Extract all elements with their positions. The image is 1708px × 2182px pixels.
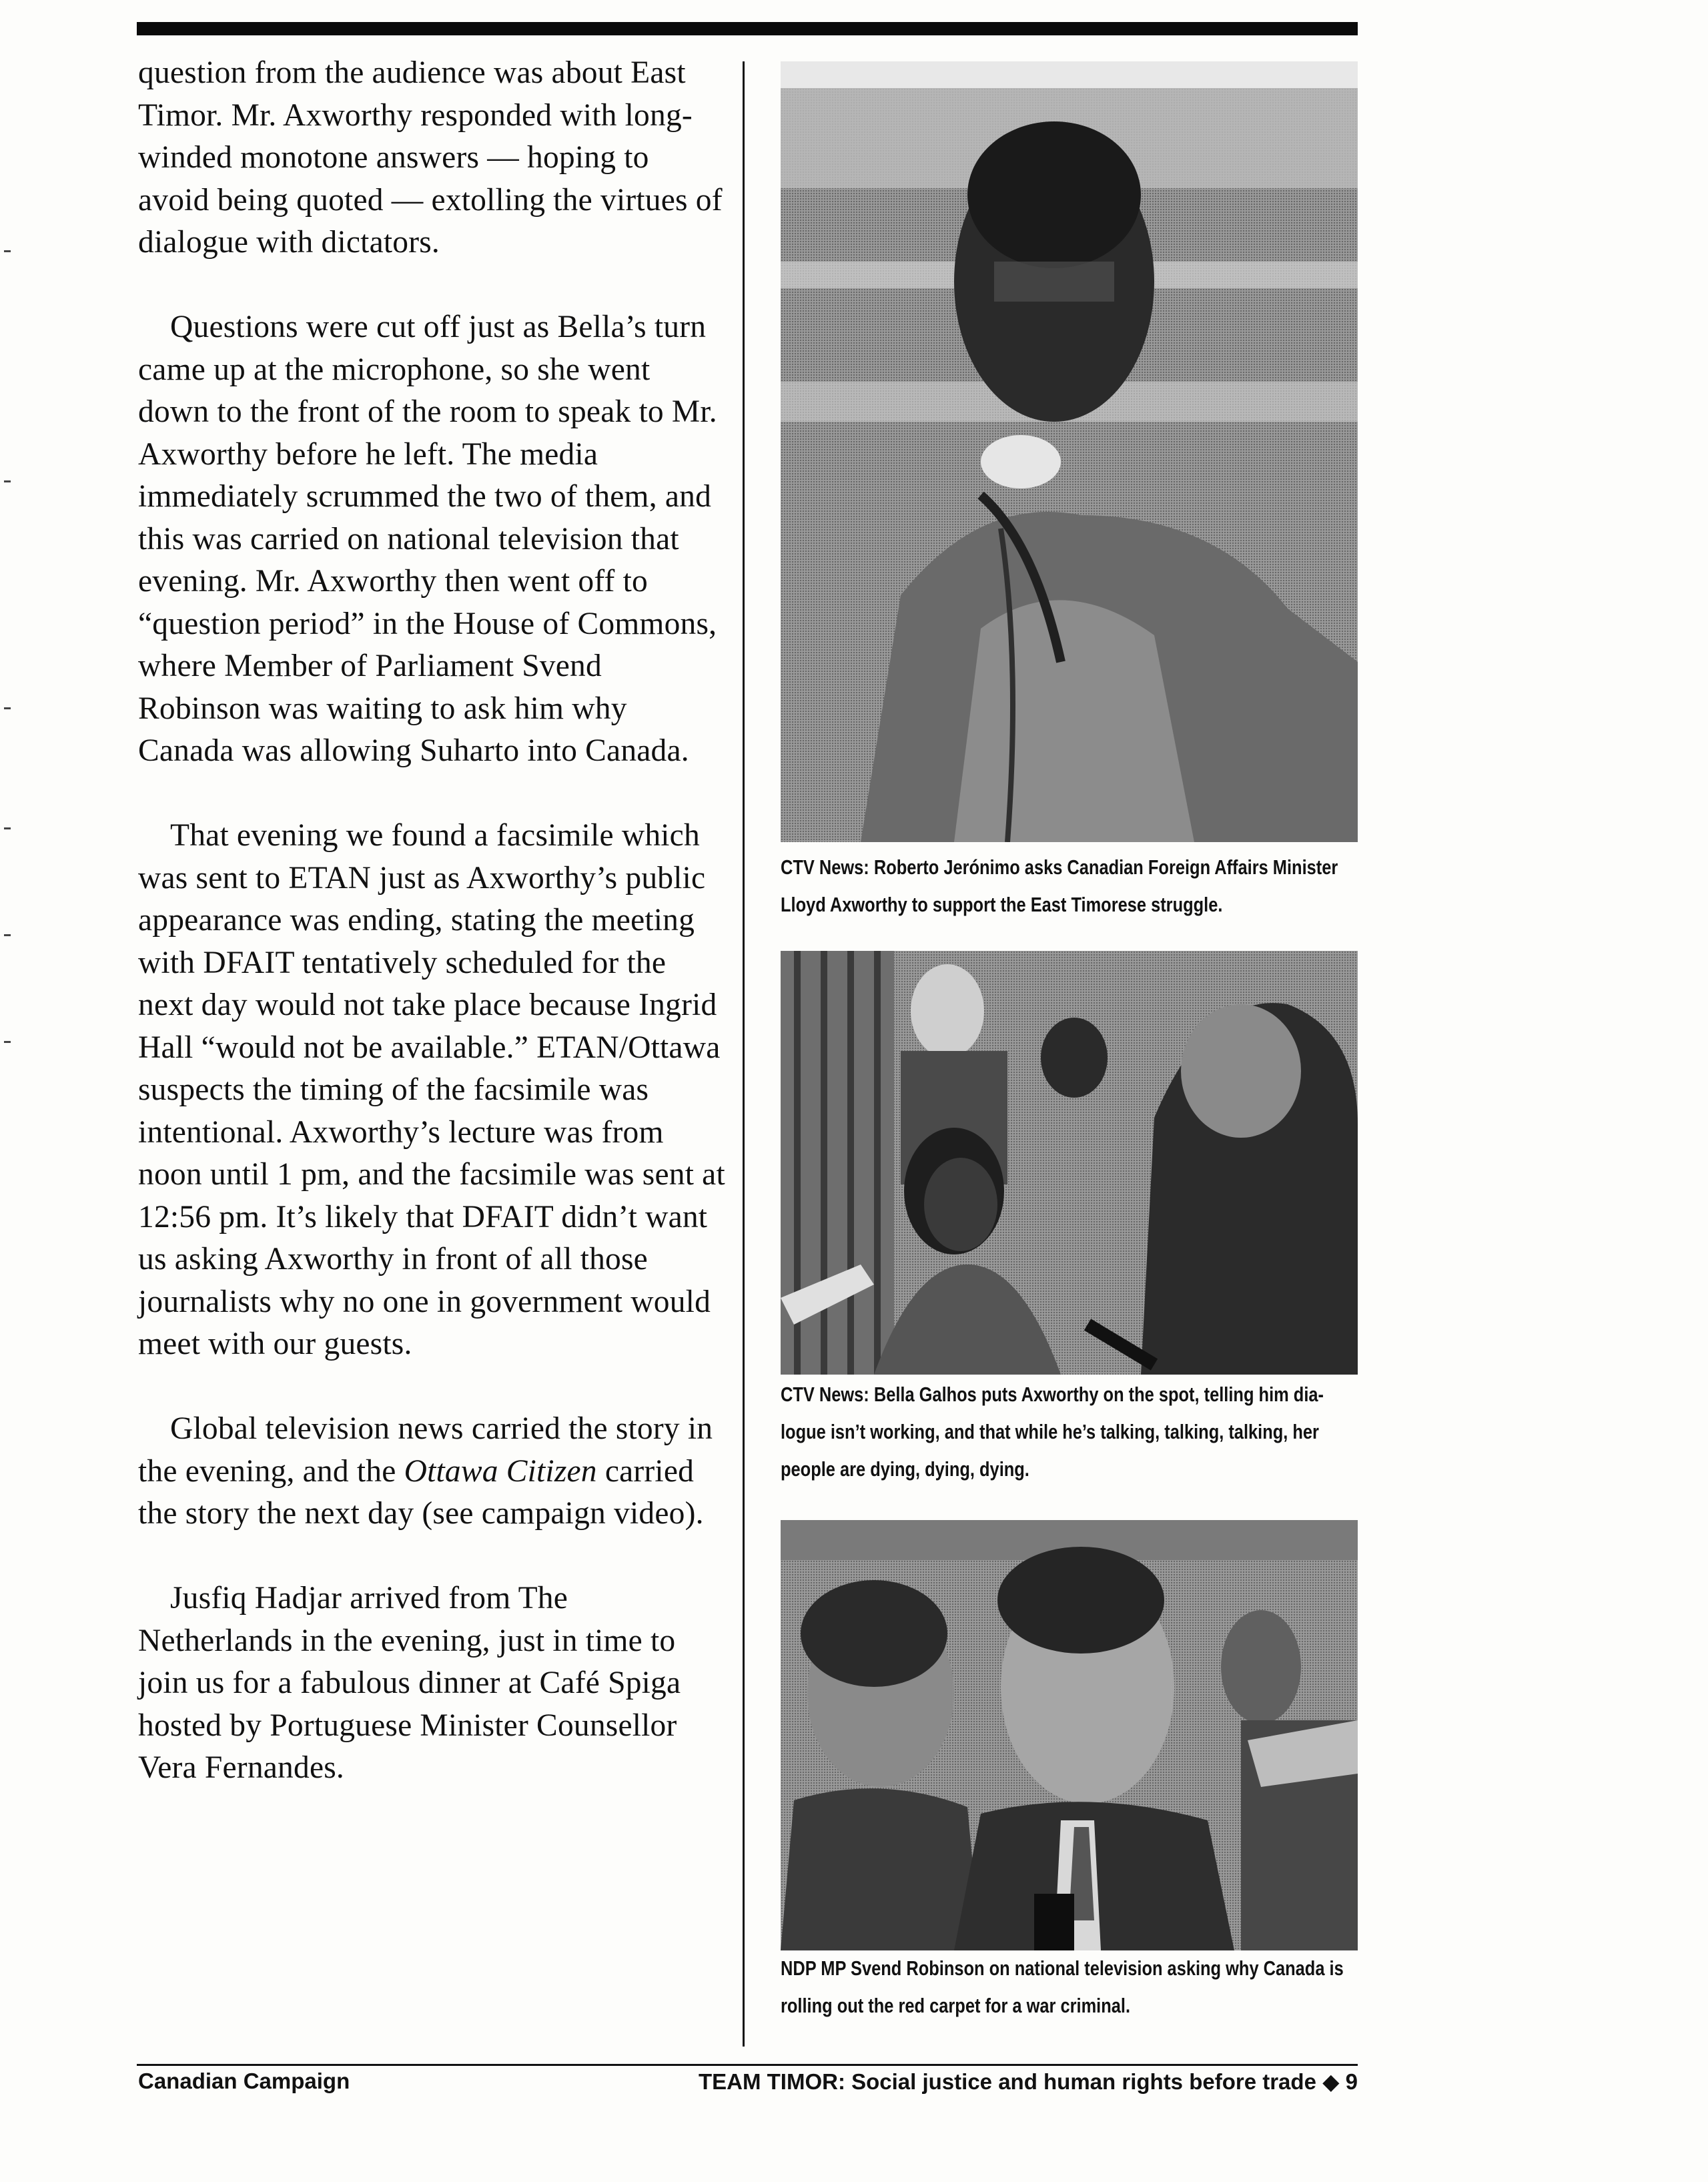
paragraph-1: question from the audience was about East Timor. Mr. Axworthy responded with long-winded monotone answers — hoping to avoid being quoted — extolling the virtues of dialogue with dictators. xyxy=(138,55,723,260)
caption-3: NDP MP Svend Robinson on national television asking why Canada is rolling out the red carpet for a war criminal. xyxy=(781,1956,1344,2017)
footer-section-title: Canadian Campaign xyxy=(138,2069,350,2093)
paragraph-4 xyxy=(138,1408,725,1535)
footer-publication-page: TEAM TIMOR: Social justice and human rights before trade ◆ 9 xyxy=(698,2069,1358,2094)
footer-rule xyxy=(137,2064,1358,2066)
photo-svend-robinson xyxy=(781,1520,1358,1950)
paragraph-3: That evening we found a facsimile which was sent to ETAN just as Axworthy’s public appearance was ending, stating the meeting with DFAIT tentatively scheduled for the next day would not take place because Ingrid Hall “would not be available.” ETAN/Ottawa suspects the timing of the facsimile was intentional. Axworthy’s lecture was from noon until 1 pm, and the facsimile was sent at 12:56 pm. It’s likely that DFAIT didn’t want us asking Axworthy in front of all those journalists why no one in government would meet with our guests. xyxy=(138,818,725,1361)
scan-mark xyxy=(4,250,11,252)
photo-1-image xyxy=(781,61,1358,842)
paragraph-2: Questions were cut off just as Bella’s turn came up at the microphone, so she went down to the front of the room to speak to Mr. Axworthy before he left. The media immediately scrummed the two of them, and this was carried on national television that evening. Mr. Axworthy then went off to “question period” in the House of Commons, where Member of Parliament Svend Robinson was waiting to ask him why Canada was allowing Suharto into Canada. xyxy=(138,310,717,768)
photo-3-image xyxy=(781,1520,1358,1950)
caption-2: CTV News: Bella Galhos puts Axworthy on the spot, telling him dia-logue isn’t working, and that while he’s talking, talking, talking, her people are dying, dying, dying. xyxy=(781,1383,1324,1481)
caption-1: CTV News: Roberto Jerónimo asks Canadian Foreign Affairs Minister Lloyd Axworthy to support the East Timorese struggle. xyxy=(781,855,1338,916)
paragraph-4-text-b: carried the story the next day (see campaign video). xyxy=(138,1453,704,1531)
scan-mark xyxy=(4,1041,11,1043)
paragraph-5: Jusfiq Hadjar arrived from The Netherlands in the evening, just in time to join us for a fabulous dinner at Café Spiga hosted by Portuguese Minister Counsellor Vera Fernandes. xyxy=(138,1581,681,1785)
photo-2-image xyxy=(781,951,1358,1375)
scan-mark xyxy=(4,480,11,482)
column-divider xyxy=(743,61,745,2047)
article-body xyxy=(138,52,725,1832)
photo-roberto-jeronimo xyxy=(781,61,1358,842)
top-rule xyxy=(137,22,1358,35)
paragraph-4-text-a: Global television news carried the story in the evening, and the xyxy=(138,1411,713,1489)
scan-mark xyxy=(4,934,11,936)
scan-mark xyxy=(4,827,11,829)
newspaper-name: Ottawa Citizen xyxy=(404,1453,597,1489)
scan-mark xyxy=(4,707,11,709)
photo-bella-galhos xyxy=(781,951,1358,1375)
